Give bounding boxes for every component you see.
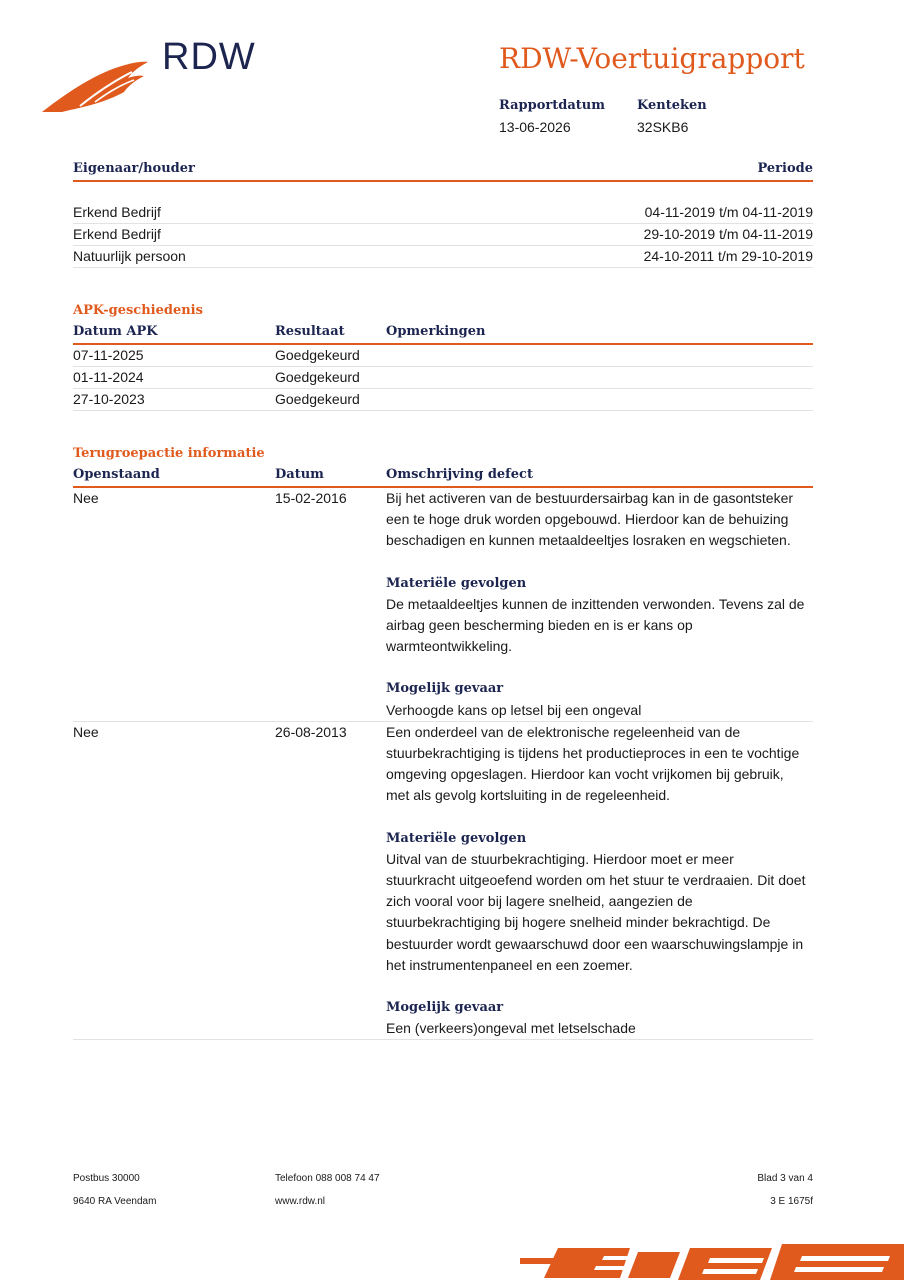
defect-line: beschadigen en kunnen metaaldeeltjes losraken en wegschieten. [386,532,791,549]
table-row [73,202,813,224]
recall-row [73,488,813,722]
owner-cell: Erkend Bedrijf [73,226,161,242]
logo-text: RDW [162,36,256,78]
material-line: stuurbekrachtiging bij hogere snelheid minder bekrachtigd. De [386,914,771,931]
report-date: 13-06-2026 [499,119,571,135]
table-row [73,246,813,268]
footer-page-number: Blad 3 van 4 [757,1173,813,1184]
recall-row [73,722,813,1041]
recall-date-cell: 26-08-2013 [275,723,347,740]
recall-open-cell: Nee [73,723,99,740]
recall-description [386,488,806,721]
apk-date-cell: 01-11-2024 [73,369,144,385]
apk-result-cell: Goedgekeurd [275,369,360,385]
apk-title: APK-geschiedenis [73,303,203,318]
material-line: stuurkracht uitgeoefend worden om het stuur te verdraaien. Dit doet [386,872,806,889]
brand-stripes-icon [520,1244,904,1280]
recall-date-cell: 15-02-2016 [275,490,347,506]
apk-header [73,321,813,345]
owners-table [73,158,813,268]
material-line: De metaaldeeltjes kunnen de inzittenden verwonden. Tevens zal de [386,595,805,612]
recall-title: Terugroepactie informatie [73,446,265,461]
footer-code: 3 E 1675f [770,1196,813,1207]
footer-address-1: Postbus 30000 [73,1173,140,1184]
apk-table [73,301,813,411]
table-row [73,367,813,389]
recall-open-cell: Nee [73,490,99,506]
table-row [73,224,813,246]
col-result: Resultaat [275,324,345,339]
footer-address-2: 9640 RA Veendam [73,1196,157,1207]
table-row [73,389,813,411]
material-line: warmteontwikkeling. [386,638,513,655]
period-cell: 24-10-2011 t/m 29-10-2019 [643,248,813,264]
material-line: bestuurder wordt gewaarschuwd door een waarschuwingslampje in [386,935,804,952]
apk-date-cell: 27-10-2023 [73,391,145,407]
danger-line: Een (verkeers)ongeval met letselschade [386,1020,636,1037]
material-line: zich vooral voor bij lagere snelheid, aangezien de [386,893,693,910]
defect-line: Een onderdeel van de elektronische regeleenheid van de [386,723,741,740]
report-title: RDW-Voertuigrapport [499,42,805,75]
rdw-logo-icon [40,58,150,116]
col-recall-date: Datum [275,467,324,482]
owners-header [73,158,813,182]
danger-heading: Mogelijk gevaar [386,681,504,697]
col-defect: Omschrijving defect [386,467,533,482]
col-apk-date: Datum APK [73,324,158,339]
material-heading: Materiële gevolgen [386,830,527,846]
owner-cell: Natuurlijk persoon [73,248,186,264]
col-remarks: Opmerkingen [386,324,486,339]
apk-result-cell: Goedgekeurd [275,391,360,407]
report-date-label: Rapportdatum [499,98,605,113]
material-line: Uitval van de stuurbekrachtiging. Hierdoor moet er meer [386,850,734,867]
recall-header [73,464,813,488]
recall-table [73,444,813,1040]
defect-line: Bij het activeren van de bestuurdersairbag kan in de gasontsteker [386,490,794,506]
danger-line: Verhoogde kans op letsel bij een ongeval [386,701,642,718]
table-row [73,345,813,367]
danger-heading: Mogelijk gevaar [386,1000,504,1016]
apk-date-cell: 07-11-2025 [73,347,144,363]
plate-number: 32SKB6 [637,119,689,135]
defect-line: met als gevolg kortsluiting in de regeleenheid. [386,787,671,804]
defect-line: omgeving opgeslagen. Hierdoor kan vocht vrijkomen bij gebruik, [386,766,784,783]
apk-result-cell: Goedgekeurd [275,347,360,363]
material-heading: Materiële gevolgen [386,575,527,591]
period-cell: 04-11-2019 t/m 04-11-2019 [644,204,813,220]
col-open: Openstaand [73,467,160,482]
defect-line: een te hoge druk worden opgebouwd. Hierdoor kan de behuizing [386,511,789,528]
col-period: Periode [757,161,813,176]
material-line: het instrumentenpaneel en een zoemer. [386,956,633,973]
plate-label: Kenteken [637,98,707,113]
footer-phone: Telefoon 088 008 74 47 [275,1173,380,1184]
recall-description [386,722,806,1040]
period-cell: 29-10-2019 t/m 04-11-2019 [643,226,813,242]
col-owner: Eigenaar/houder [73,161,195,176]
footer-website[interactable]: www.rdw.nl [275,1196,326,1207]
material-line: airbag geen bescherming bieden en is er kans op [386,617,693,634]
defect-line: stuurbekrachtiging is tijdens het productieproces in een te vochtige [386,745,800,762]
owner-cell: Erkend Bedrijf [73,204,161,220]
